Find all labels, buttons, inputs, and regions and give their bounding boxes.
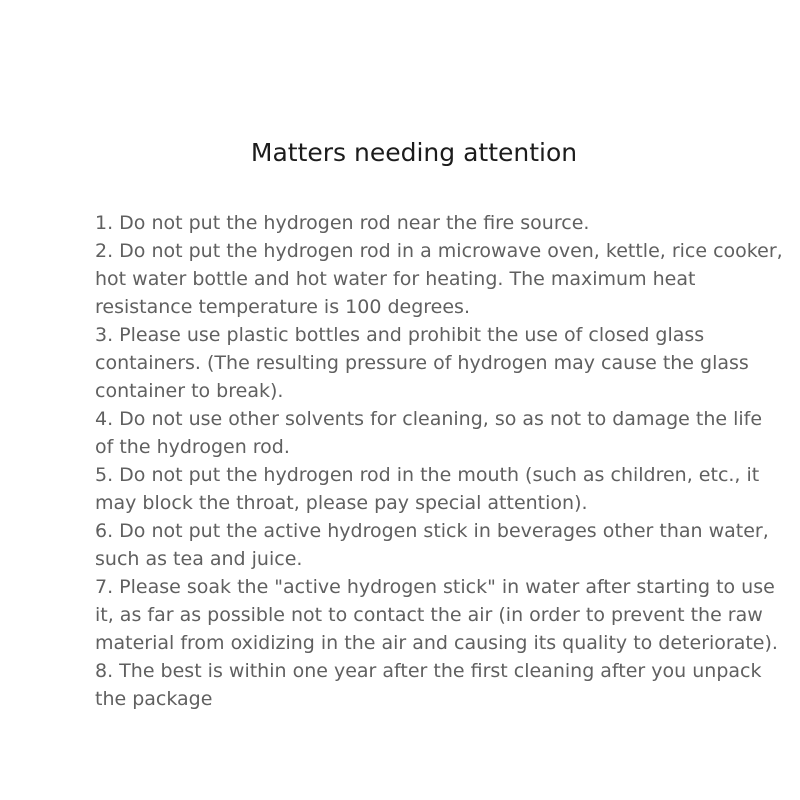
attention-item-5: 5. Do not put the hydrogen rod in the mouth (such as children, etc., it may block the throat, please pay special attention). xyxy=(95,464,760,514)
attention-item-6: 6. Do not put the active hydrogen stick in beverages other than water, such as tea and juice. xyxy=(95,520,769,570)
attention-list xyxy=(95,209,785,713)
attention-item-3: 3. Please use plastic bottles and prohibit the use of closed glass containers. (The resulting pressure of hydrogen may cause the glass container to break). xyxy=(95,324,749,402)
page-title: Matters needing attention xyxy=(250,138,578,167)
attention-item-7: 7. Please soak the "active hydrogen stick" in water after starting to use it, as far as possible not to contact the air (in order to prevent the raw material from oxidizing in the air and causing its quality to deteriorate). xyxy=(95,576,778,654)
attention-item-8: 8. The best is within one year after the first cleaning after you unpack the package xyxy=(95,660,762,710)
attention-item-4: 4. Do not use other solvents for cleaning, so as not to damage the life of the hydrogen rod. xyxy=(95,408,763,458)
attention-item-1: 1. Do not put the hydrogen rod near the fire source. xyxy=(95,212,590,234)
attention-item-2: 2. Do not put the hydrogen rod in a microwave oven, kettle, rice cooker, hot water bottle and hot water for heating. The maximum heat resistance temperature is 100 degrees. xyxy=(95,240,783,318)
